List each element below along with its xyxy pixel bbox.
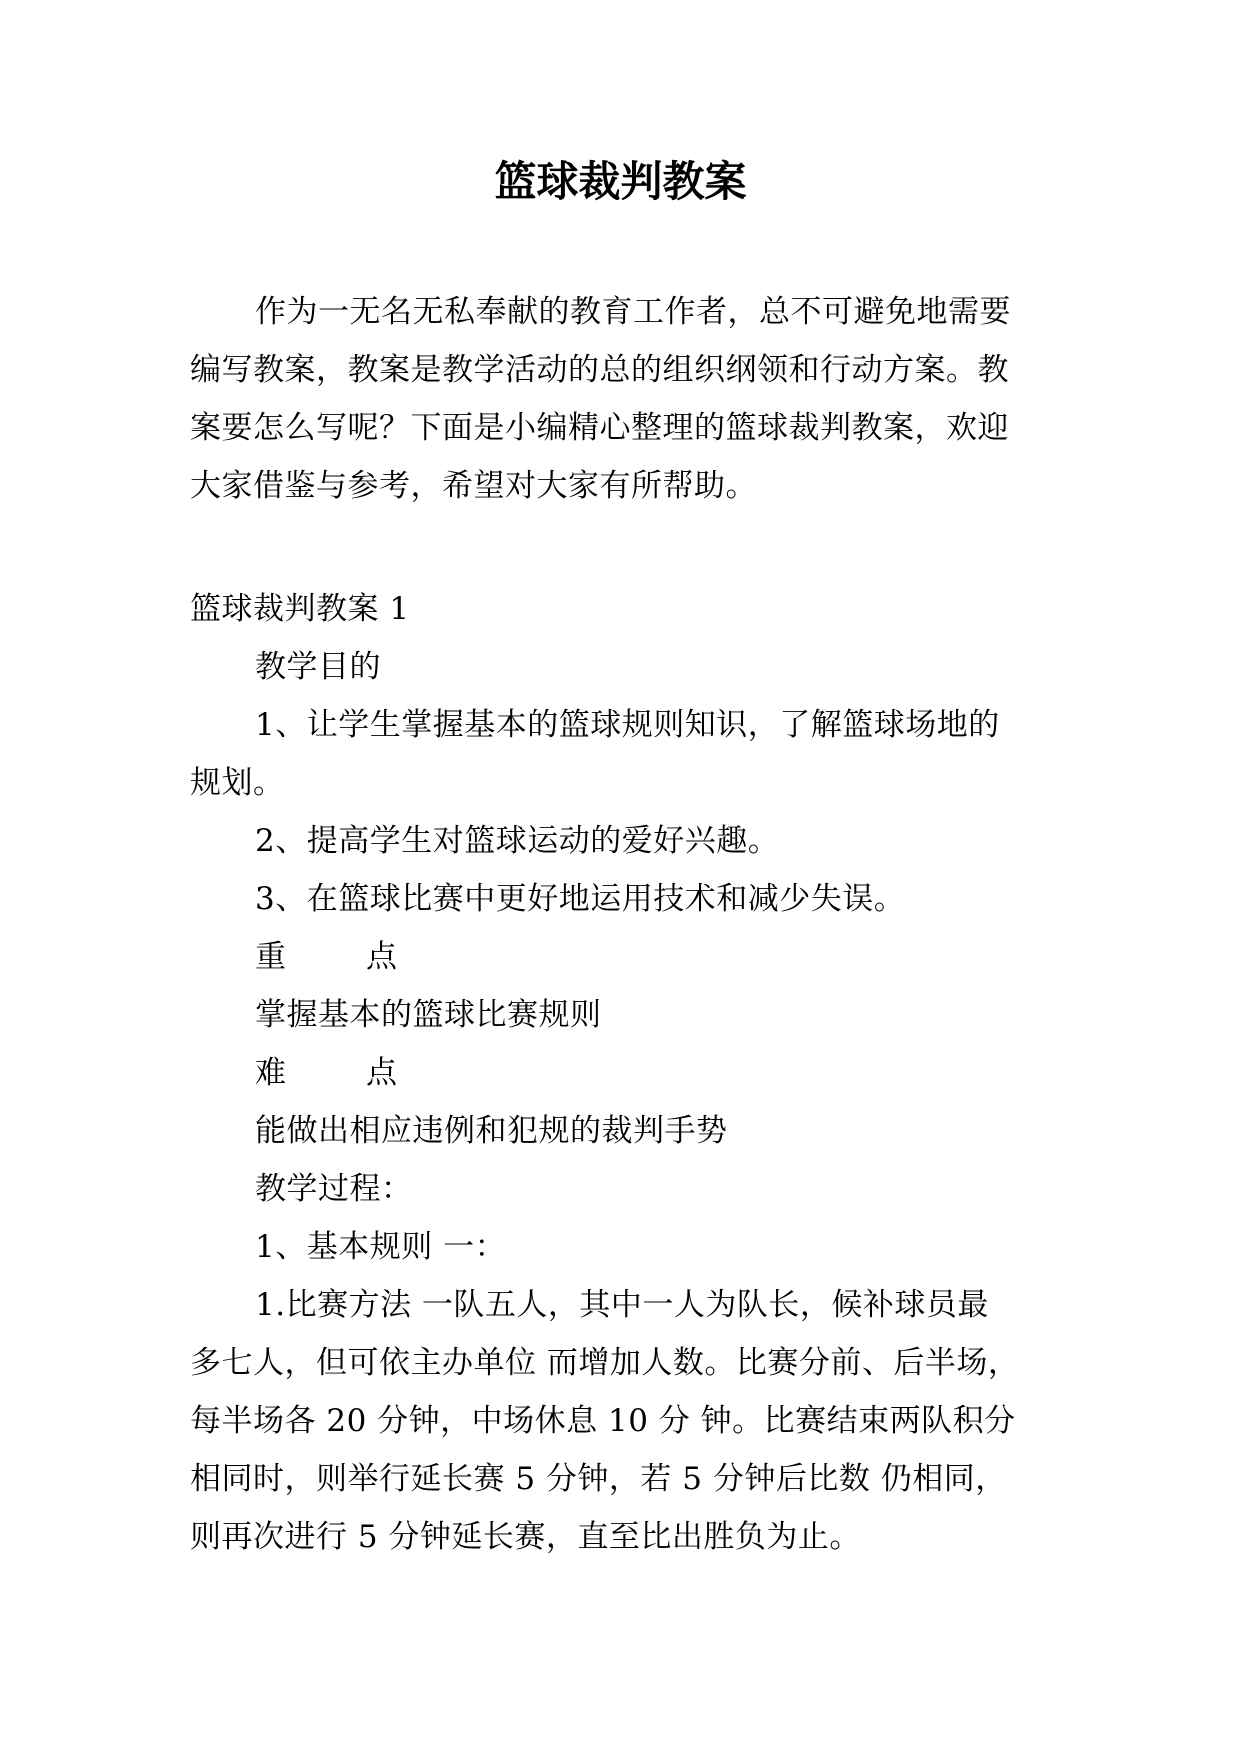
difficulty-label xyxy=(255,1053,397,1093)
difficulty-text: 能做出相应违例和犯规的裁判手势 xyxy=(255,1113,728,1149)
intro-line-2: 编写教案，教案是教学活动的总的组织纲领和行动方案。教 xyxy=(190,352,1009,388)
objective-1-line-2: 规划。 xyxy=(190,765,285,801)
objective-label: 教学目的 xyxy=(255,649,381,685)
key-point-text: 掌握基本的篮球比赛规则 xyxy=(255,997,602,1033)
difficulty-char-2: 点 xyxy=(366,1055,397,1091)
key-point-char-1: 重 xyxy=(255,939,286,975)
document-title: 篮球裁判教案 xyxy=(494,157,747,206)
key-point-label xyxy=(255,937,397,977)
rule-1-line-4: 相同时，则举行延长赛 5 分钟，若 5 分钟后比数 仍相同， xyxy=(190,1461,1007,1497)
rule-1-line-3: 每半场各 20 分钟，中场休息 10 分 钟。比赛结束两队积分 xyxy=(190,1403,1016,1439)
rule-heading: 1、基本规则 一： xyxy=(255,1229,507,1265)
objective-2: 2、提高学生对篮球运动的爱好兴趣。 xyxy=(255,823,780,859)
key-point-char-2: 点 xyxy=(366,939,397,975)
objective-3: 3、在篮球比赛中更好地运用技术和减少失误。 xyxy=(255,881,906,917)
intro-line-4: 大家借鉴与参考，希望对大家有所帮助。 xyxy=(190,468,757,504)
rule-1-line-2: 多七人，但可依主办单位 而增加人数。比赛分前、后半场， xyxy=(190,1345,1020,1381)
process-label: 教学过程： xyxy=(255,1171,413,1207)
intro-line-3: 案要怎么写呢？下面是小编精心整理的篮球裁判教案，欢迎 xyxy=(190,410,1009,446)
difficulty-char-1: 难 xyxy=(255,1055,286,1091)
rule-1-line-1: 1.比赛方法 一队五人，其中一人为队长，候补球员最 xyxy=(255,1287,989,1323)
rule-1-line-5: 则再次进行 5 分钟延长赛，直至比出胜负为止。 xyxy=(190,1519,861,1555)
section-heading: 篮球裁判教案 1 xyxy=(190,591,410,627)
intro-line-1: 作为一无名无私奉献的教育工作者，总不可避免地需要 xyxy=(255,294,1011,330)
objective-1-line-1: 1、让学生掌握基本的篮球规则知识，了解篮球场地的 xyxy=(255,707,1000,743)
